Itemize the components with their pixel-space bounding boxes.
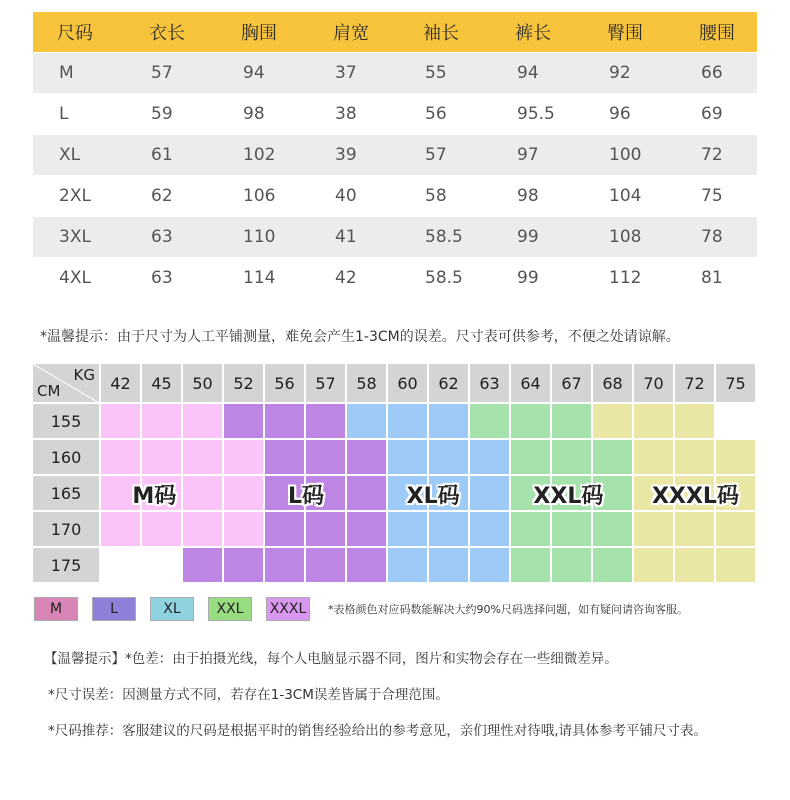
size-zone-cell [347,512,388,548]
size-cell: 99 [517,268,539,288]
size-cell: 75 [701,186,723,206]
size-zone-cell [265,404,306,440]
size-cell: 114 [243,268,276,288]
size-cell: 58.5 [425,227,463,247]
weight-header: 64 [511,364,552,404]
size-zone-cell [224,476,265,512]
size-zone-cell [429,440,470,476]
size-cell: 66 [701,63,723,83]
weight-header: 68 [593,364,634,404]
size-cell: 2XL [59,186,91,206]
size-zone-cell [347,404,388,440]
header-hip: 臀围 [607,23,643,44]
size-cell: 78 [701,227,723,247]
size-cell: XL [59,145,81,165]
size-cell: 61 [151,145,173,165]
size-cell: 97 [517,145,539,165]
legend-swatch: XXXL [266,597,310,621]
size-row [33,176,757,216]
weight-header: 62 [429,364,470,404]
size-zone-cell [265,512,306,548]
weight-header: 67 [552,364,593,404]
weight-header: 60 [388,364,429,404]
size-cell: 62 [151,186,173,206]
weight-header: 56 [265,364,306,404]
height-header: 165 [33,476,101,512]
size-zone-cell [716,404,757,440]
size-zone-cell [101,512,142,548]
legend-swatch: XL [150,597,194,621]
size-zone-cell [593,548,634,584]
size-cell: 72 [701,145,723,165]
size-zone-cell [142,404,183,440]
weight-header: 50 [183,364,224,404]
size-zone-cell [429,548,470,584]
header-sleeve: 袖长 [423,23,459,44]
weight-header: 72 [675,364,716,404]
size-zone-cell [224,548,265,584]
size-zone-cell [593,404,634,440]
size-zone-cell [552,512,593,548]
legend-items [34,597,324,621]
size-cell: 59 [151,104,173,124]
note-color-difference: 【温馨提示】*色差：由于拍摄光线，每个人电脑显示器不同，图片和实物会存在一些细微差异。 [44,651,618,667]
size-zone-cell [265,440,306,476]
size-zone-cell [634,404,675,440]
size-zone-cell [265,548,306,584]
header-chest: 胸围 [241,23,277,44]
weight-header: 75 [716,364,757,404]
size-zone-cell [470,512,511,548]
height-header: 170 [33,512,101,548]
weight-header: 63 [470,364,511,404]
size-zone-cell [101,440,142,476]
weight-header: 58 [347,364,388,404]
size-cell: 39 [335,145,357,165]
note-size-error: *尺寸误差：因测量方式不同，若存在1-3CM误差皆属于合理范围。 [48,687,449,703]
size-cell: 55 [425,63,447,83]
header-waist: 腰围 [699,23,735,44]
size-cell: 3XL [59,227,91,247]
size-row [33,94,757,134]
size-cell: 108 [609,227,642,247]
size-zone-cell [306,440,347,476]
size-cell: 40 [335,186,357,206]
size-zone-cell [388,512,429,548]
size-cell: 58 [425,186,447,206]
legend-swatch: M [34,597,78,621]
zone-label-xxxl: XXXL码 [652,484,739,509]
header-shoulder: 肩宽 [333,23,369,44]
size-zone-cell [347,440,388,476]
size-cell: L [59,104,69,124]
size-zone-cell [142,548,183,584]
size-zone-cell [142,512,183,548]
size-zone-cell [224,404,265,440]
size-cell: 63 [151,268,173,288]
weight-header: 45 [142,364,183,404]
note-size-recommendation: *尺码推荐：客服建议的尺码是根据平时的销售经验给出的参考意见，亲们理性对待哦,请具体参考平铺尺寸表。 [48,723,708,739]
size-zone-cell [511,440,552,476]
zone-label-xl: XL码 [406,484,460,509]
size-cell: 99 [517,227,539,247]
size-zone-cell [470,404,511,440]
size-zone-cell [716,512,757,548]
size-zone-cell [675,512,716,548]
size-zone-cell [388,404,429,440]
size-zone-cell [634,548,675,584]
size-recommendation-grid [33,364,757,586]
size-cell: 104 [609,186,642,206]
size-zone-cell [388,548,429,584]
size-zone-cell [101,404,142,440]
size-zone-cell [183,440,224,476]
header-pants-length: 裤长 [515,23,551,44]
weight-axis-label: KG [73,366,95,384]
size-cell: 57 [151,63,173,83]
size-cell: 98 [243,104,265,124]
size-zone-cell [593,440,634,476]
size-zone-cell [429,512,470,548]
size-cell: 56 [425,104,447,124]
size-zone-cell [429,404,470,440]
size-zone-cell [511,548,552,584]
size-zone-cell [552,404,593,440]
size-zone-cell [347,476,388,512]
size-table [33,12,757,298]
zone-label-m: M码 [132,484,177,509]
size-row [33,135,757,175]
size-zone-cell [224,512,265,548]
size-cell: 100 [609,145,642,165]
size-zone-cell [511,512,552,548]
size-zone-cell [552,548,593,584]
height-axis-label: CM [37,382,61,400]
size-zone-cell [388,440,429,476]
size-cell: 4XL [59,268,91,288]
size-cell: 41 [335,227,357,247]
size-zone-cell [675,548,716,584]
header-length: 衣长 [149,23,185,44]
height-header: 175 [33,548,101,584]
size-zone-cell [470,440,511,476]
header-size: 尺码 [57,23,93,44]
size-zone-cell [183,404,224,440]
size-cell: 42 [335,268,357,288]
size-zone-cell [716,440,757,476]
weight-header: 70 [634,364,675,404]
size-zone-cell [306,404,347,440]
size-cell: 58.5 [425,268,463,288]
weight-header: 52 [224,364,265,404]
size-cell: 57 [425,145,447,165]
measure-tip: *温馨提示：由于尺寸为人工平铺测量，难免会产生1-3CM的误差。尺寸表可供参考，不便之处请谅解。 [40,329,680,345]
size-cell: 94 [243,63,265,83]
size-zone-cell [306,548,347,584]
zone-label-xxl: XXL码 [533,484,604,509]
size-zone-cell [675,404,716,440]
size-cell: 95.5 [517,104,555,124]
legend-note: *表格颜色对应码数能解决大约90%尺码选择问题，如有疑问请咨询客服。 [328,603,688,616]
size-zone-cell [552,440,593,476]
size-zone-cell [183,476,224,512]
height-header: 160 [33,440,101,476]
size-zone-cell [634,512,675,548]
size-zone-cell [470,476,511,512]
size-zone-cell [183,512,224,548]
zone-label-l: L码 [287,484,325,509]
size-cell: 98 [517,186,539,206]
size-table-header [33,12,757,52]
legend-swatch: L [92,597,136,621]
size-zone-cell [306,512,347,548]
notes [44,647,708,755]
size-zone-cell [347,548,388,584]
size-zone-cell [511,404,552,440]
size-zone-cell [142,440,183,476]
size-cell: 94 [517,63,539,83]
size-cell: 63 [151,227,173,247]
size-zone-cell [470,548,511,584]
size-zone-cell [593,512,634,548]
size-cell: M [59,63,74,83]
size-zone-cell [183,548,224,584]
size-row [33,217,757,257]
size-cell: 106 [243,186,276,206]
size-row [33,258,757,298]
size-row [33,53,757,93]
size-table-body [33,53,757,298]
grid-corner [33,364,101,404]
size-cell: 38 [335,104,357,124]
size-cell: 69 [701,104,723,124]
size-zone-cell [675,440,716,476]
size-zone-cell [716,548,757,584]
size-cell: 102 [243,145,276,165]
weight-header: 57 [306,364,347,404]
legend-swatch: XXL [208,597,252,621]
size-cell: 96 [609,104,631,124]
size-zone-cell [101,548,142,584]
size-zone-cell [634,440,675,476]
size-cell: 37 [335,63,357,83]
size-zone-cell [224,440,265,476]
size-cell: 81 [701,268,723,288]
weight-header: 42 [101,364,142,404]
size-cell: 92 [609,63,631,83]
height-header: 155 [33,404,101,440]
size-cell: 110 [243,227,276,247]
color-legend [34,597,688,621]
size-cell: 112 [609,268,642,288]
